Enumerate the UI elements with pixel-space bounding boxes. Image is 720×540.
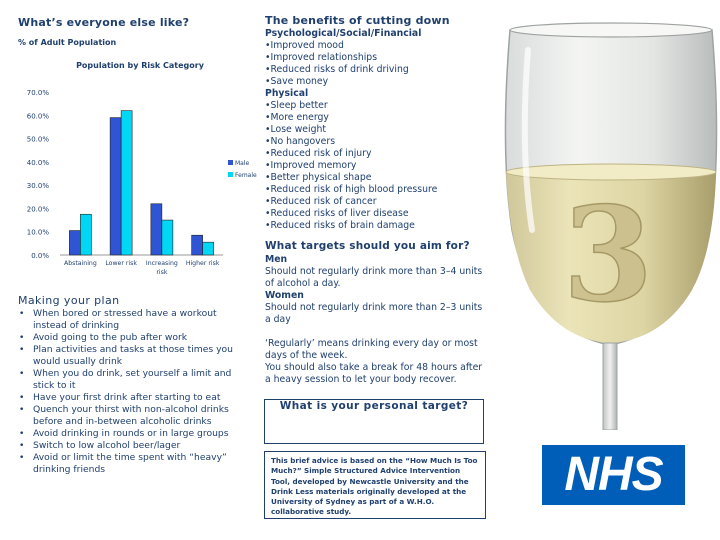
- benefit-item: •Lose weight: [265, 124, 327, 135]
- benefit-item: •Reduced risks of brain damage: [265, 220, 415, 231]
- plan-heading: Making your plan: [18, 294, 120, 307]
- x-category-label: Lower risk: [105, 260, 137, 267]
- source-note: This brief advice is based on the “How Much Is Too Much?” Simple Structured Advice Intervention Tool, developed by Newcastle University and the Drink Less materials originally developed at the University of Sydney as part of a W.H.O. collaborative study.: [264, 451, 486, 519]
- glass-number: 3: [562, 178, 654, 331]
- x-category-label: risk: [156, 269, 168, 276]
- legend-swatch-female: [228, 172, 233, 177]
- plan-item: • Have your first drink after starting to eat: [18, 392, 246, 404]
- benefits-heading: The benefits of cutting down: [265, 14, 450, 27]
- benefit-item: •Reduced risk of cancer: [265, 196, 377, 207]
- plan-list: [18, 308, 246, 476]
- x-category-label: Higher risk: [185, 260, 220, 267]
- men-heading: Men: [265, 254, 288, 265]
- targets-text: [265, 254, 490, 326]
- legend-swatch-male: [228, 160, 233, 165]
- plan-item: • Avoid drinking in rounds or in large groups: [18, 428, 246, 440]
- nhs-logo-text: NHS: [564, 448, 663, 501]
- plan-item: • When bored or stressed have a workout instead of drinking: [18, 308, 246, 332]
- plan-item: • When you do drink, set yourself a limit and stick to it: [18, 368, 246, 392]
- plan-item: • Plan activities and tasks at those times you would usually drink: [18, 344, 246, 368]
- benefit-item: •Reduced risks of drink driving: [265, 64, 409, 75]
- bar-female-0: [80, 214, 91, 255]
- benefit-item: •Better physical shape: [265, 172, 372, 183]
- plan-item: • Switch to low alcohol beer/lager: [18, 440, 246, 452]
- personal-target-label: What is your personal target?: [279, 400, 469, 412]
- benefit-item: •Reduced risks of liver disease: [265, 208, 409, 219]
- bar-female-2: [162, 220, 173, 255]
- nhs-logo: [542, 445, 685, 505]
- x-category-label: Increasing: [145, 260, 178, 267]
- physical-heading: Physical: [265, 88, 309, 99]
- benefit-item: •Improved memory: [265, 160, 357, 171]
- chart-section-heading: What’s everyone else like?: [18, 16, 190, 29]
- bar-male-2: [151, 204, 162, 255]
- y-tick-label: 0.0%: [31, 252, 49, 260]
- y-tick-label: 20.0%: [26, 205, 49, 214]
- regularly-definition: [265, 338, 490, 386]
- benefit-item: •Save money: [265, 76, 329, 87]
- glass-stem: [603, 343, 617, 430]
- bar-female-1: [121, 111, 132, 255]
- y-tick-label: 40.0%: [26, 158, 49, 167]
- y-tick-label: 60.0%: [26, 112, 49, 121]
- plan-item: • Avoid or limit the time spent with “heavy” drinking friends: [18, 452, 246, 476]
- regularly-text: ‘Regularly’ means drinking every day or most days of the week.: [265, 338, 478, 361]
- risk-category-chart: [18, 56, 263, 286]
- benefit-item: •No hangovers: [265, 136, 336, 147]
- legend-label-male: Male: [235, 160, 250, 167]
- y-tick-label: 30.0%: [26, 182, 49, 191]
- psych-heading: Psychological/Social/Financial: [265, 28, 422, 39]
- men-guidance: Should not regularly drink more than 3–4 units of alcohol a day.: [265, 266, 483, 289]
- bar-male-0: [69, 231, 80, 255]
- y-tick-label: 70.0%: [26, 89, 49, 97]
- legend-label-female: Female: [235, 172, 257, 179]
- bar-male-1: [110, 118, 121, 255]
- personal-target-box[interactable]: [264, 399, 484, 444]
- bar-male-3: [192, 235, 203, 255]
- benefit-item: •Improved relationships: [265, 52, 378, 63]
- y-tick-label: 50.0%: [26, 135, 49, 144]
- benefit-item: •More energy: [265, 112, 329, 123]
- plan-item: • Avoid going to the pub after work: [18, 332, 246, 344]
- benefit-item: •Sleep better: [265, 100, 328, 111]
- x-category-label: Abstaining: [63, 260, 97, 267]
- glass-rim: [510, 23, 712, 37]
- plan-item: • Quench your thirst with non-alcohol drinks before and in-between alcoholic drinks: [18, 404, 246, 428]
- women-guidance: Should not regularly drink more than 2–3 units a day: [265, 302, 483, 325]
- targets-heading: What targets should you aim for?: [265, 240, 470, 252]
- women-heading: Women: [265, 290, 304, 301]
- wine-glass-illustration: [470, 0, 720, 430]
- break-text: You should also take a break for 48 hours after a heavy session to let your body recover.: [265, 362, 483, 385]
- benefit-item: •Reduced risk of injury: [265, 148, 372, 159]
- bar-female-3: [203, 242, 214, 255]
- benefit-item: •Improved mood: [265, 40, 344, 51]
- chart-section-subheading: % of Adult Population: [18, 38, 117, 47]
- y-tick-label: 10.0%: [26, 228, 49, 237]
- chart-title: Population by Risk Category: [76, 61, 204, 70]
- benefit-item: •Reduced risk of high blood pressure: [265, 184, 438, 195]
